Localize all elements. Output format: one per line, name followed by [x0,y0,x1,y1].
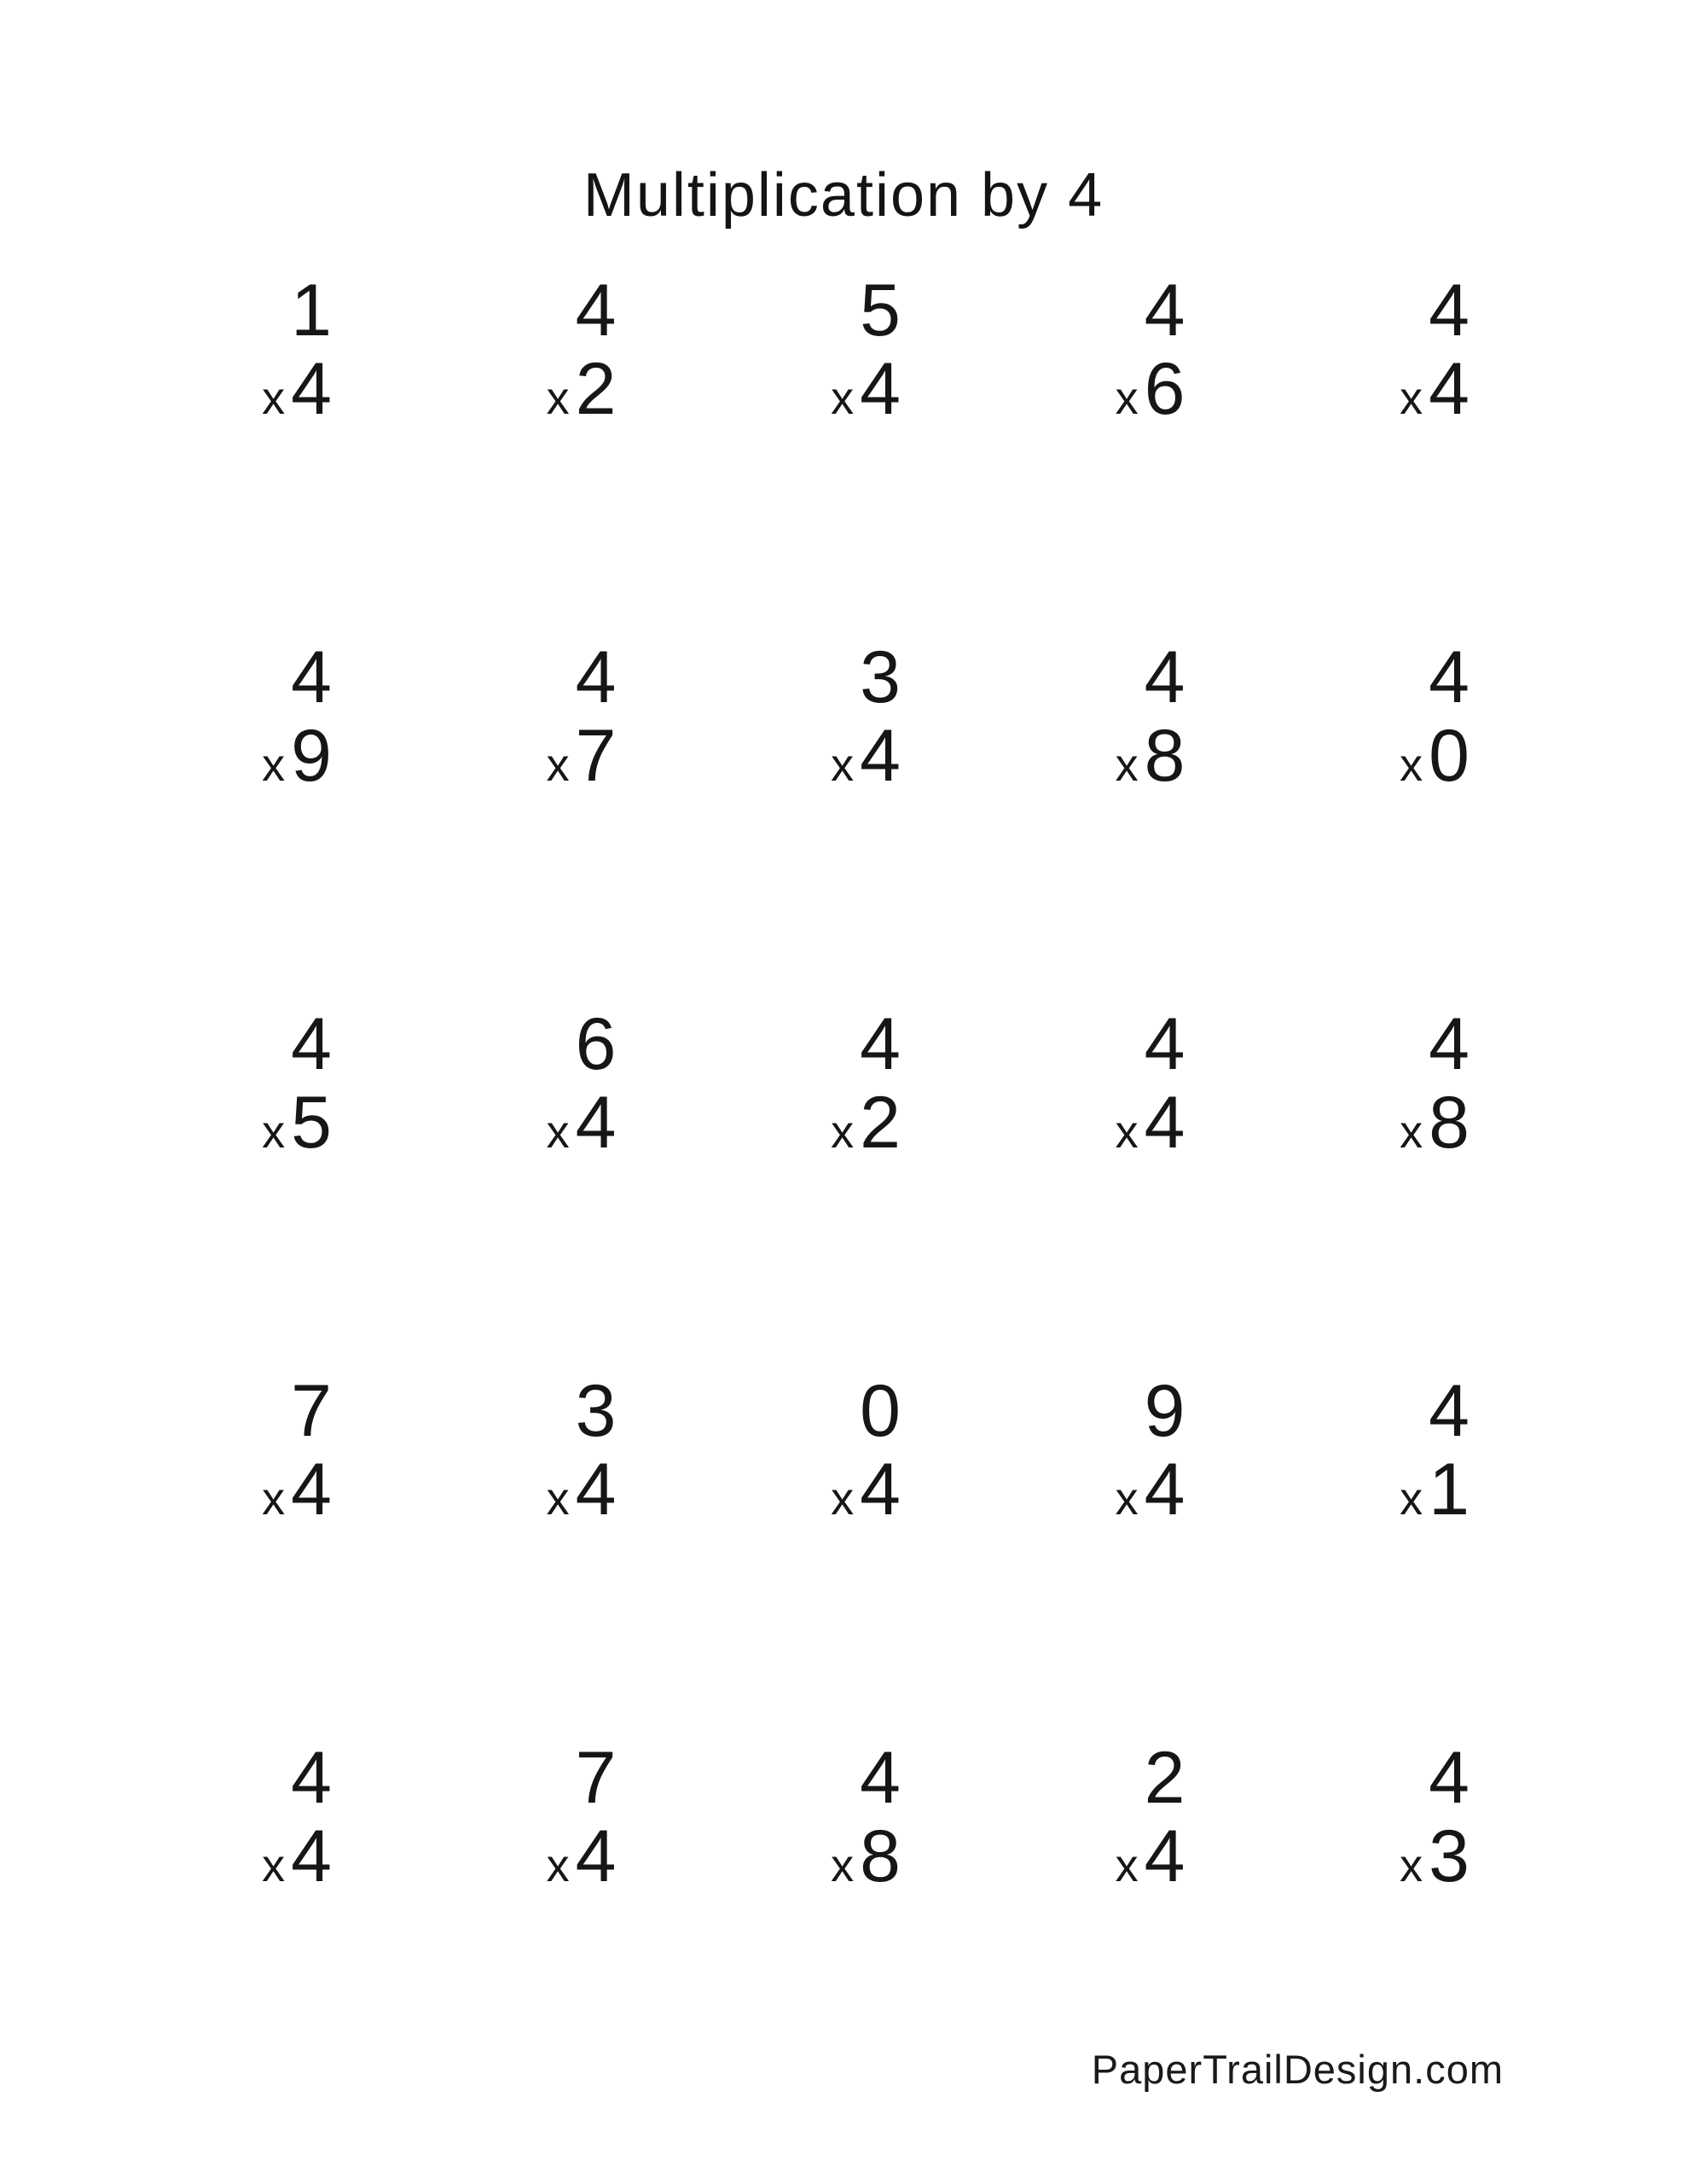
multiply-operator: x [1115,1840,1139,1891]
bottom-operand-row [217,1083,342,1171]
top-operand: 3 [860,636,901,718]
multiplication-problem [217,271,342,444]
bottom-operand: 6 [1144,348,1186,430]
problems-row [217,1739,1480,1912]
bottom-operand-row [217,1817,342,1905]
top-operand: 4 [1144,636,1186,718]
bottom-operand: 7 [575,715,617,797]
bottom-operand: 3 [1429,1815,1470,1897]
top-operand: 4 [1144,270,1186,351]
multiplication-problem [786,638,911,811]
multiplication-problem [1071,271,1196,444]
top-operand: 4 [1429,1737,1470,1819]
multiply-operator: x [546,373,570,424]
multiply-operator: x [1400,740,1423,791]
top-operand: 4 [575,270,617,351]
worksheet-title: Multiplication by 4 [583,161,1104,230]
top-operand: 5 [860,270,901,351]
multiplication-problem [786,271,911,444]
bottom-operand-row [1071,1817,1196,1905]
bottom-operand: 4 [1144,1082,1186,1164]
multiply-operator: x [1400,1473,1423,1525]
multiplication-problem [502,1739,627,1912]
top-operand: 4 [291,1737,332,1819]
multiplication-problem [502,1005,627,1178]
top-operand: 4 [860,1003,901,1085]
bottom-operand: 4 [860,1449,901,1531]
multiplication-problem [1355,638,1480,811]
bottom-operand: 4 [1144,1449,1186,1531]
multiplication-problem [1355,1005,1480,1178]
multiply-operator: x [1400,1107,1423,1158]
bottom-operand-row [1071,717,1196,804]
top-operand: 4 [1144,1003,1186,1085]
bottom-operand: 9 [291,715,332,797]
bottom-operand: 4 [291,348,332,430]
multiply-operator: x [546,1840,570,1891]
multiplication-problem [786,1739,911,1912]
bottom-operand-row [502,350,627,438]
bottom-operand-row [502,717,627,804]
bottom-operand-row [1355,1450,1480,1538]
multiplication-problem [1355,1372,1480,1545]
top-operand: 4 [1429,636,1470,718]
multiply-operator: x [831,373,855,424]
bottom-operand-row [786,1817,911,1905]
bottom-operand-row [786,1450,911,1538]
multiplication-problem [502,638,627,811]
bottom-operand: 8 [1429,1082,1470,1164]
top-operand: 7 [291,1370,332,1452]
multiplication-problem [217,1372,342,1545]
bottom-operand: 4 [860,715,901,797]
multiplication-problem [1355,271,1480,444]
multiply-operator: x [262,373,286,424]
multiply-operator: x [1115,1473,1139,1525]
top-operand: 3 [575,1370,617,1452]
bottom-operand-row [1355,1817,1480,1905]
problems-row [217,1005,1480,1178]
bottom-operand: 8 [1144,715,1186,797]
bottom-operand-row [1071,1450,1196,1538]
bottom-operand: 4 [860,348,901,430]
bottom-operand: 4 [1429,348,1470,430]
problems-row [217,1372,1480,1545]
bottom-operand-row [786,1083,911,1171]
multiplication-problem [786,1372,911,1545]
multiply-operator: x [262,740,286,791]
bottom-operand: 4 [575,1082,617,1164]
problems-grid [217,271,1480,2106]
top-operand: 4 [1429,270,1470,351]
multiplication-problem [1071,1005,1196,1178]
multiply-operator: x [831,1840,855,1891]
bottom-operand: 4 [575,1449,617,1531]
bottom-operand: 4 [291,1449,332,1531]
multiplication-problem [217,1005,342,1178]
multiply-operator: x [262,1473,286,1525]
multiply-operator: x [1400,1840,1423,1891]
multiply-operator: x [831,740,855,791]
top-operand: 6 [575,1003,617,1085]
bottom-operand-row [1355,717,1480,804]
multiply-operator: x [1115,373,1139,424]
top-operand: 1 [291,270,332,351]
top-operand: 2 [1144,1737,1186,1819]
multiplication-problem [502,271,627,444]
footer-site-credit: PaperTrailDesign.com [1091,2047,1504,2092]
bottom-operand: 4 [1144,1815,1186,1897]
bottom-operand: 4 [575,1815,617,1897]
top-operand: 4 [291,1003,332,1085]
multiply-operator: x [546,1107,570,1158]
bottom-operand-row [502,1083,627,1171]
bottom-operand-row [1355,350,1480,438]
bottom-operand-row [786,717,911,804]
multiply-operator: x [1115,740,1139,791]
multiply-operator: x [831,1473,855,1525]
bottom-operand: 4 [291,1815,332,1897]
bottom-operand-row [217,350,342,438]
multiplication-problem [1071,638,1196,811]
multiply-operator: x [1400,373,1423,424]
multiplication-problem [1071,1739,1196,1912]
multiply-operator: x [831,1107,855,1158]
multiplication-problem [1071,1372,1196,1545]
multiplication-problem [217,1739,342,1912]
multiplication-problem [217,638,342,811]
bottom-operand: 1 [1429,1449,1470,1531]
top-operand: 4 [1429,1370,1470,1452]
multiply-operator: x [546,1473,570,1525]
multiplication-problem [502,1372,627,1545]
bottom-operand-row [502,1450,627,1538]
bottom-operand: 0 [1429,715,1470,797]
problems-row [217,271,1480,444]
top-operand: 4 [291,636,332,718]
bottom-operand-row [1355,1083,1480,1171]
bottom-operand-row [1071,1083,1196,1171]
top-operand: 4 [575,636,617,718]
multiplication-problem [786,1005,911,1178]
multiply-operator: x [1115,1107,1139,1158]
top-operand: 4 [860,1737,901,1819]
bottom-operand-row [1071,350,1196,438]
top-operand: 7 [575,1737,617,1819]
bottom-operand: 8 [860,1815,901,1897]
bottom-operand-row [217,717,342,804]
bottom-operand-row [502,1817,627,1905]
multiply-operator: x [262,1107,286,1158]
bottom-operand: 2 [575,348,617,430]
multiply-operator: x [546,740,570,791]
top-operand: 0 [860,1370,901,1452]
multiply-operator: x [262,1840,286,1891]
bottom-operand: 5 [291,1082,332,1164]
bottom-operand: 2 [860,1082,901,1164]
multiplication-problem [1355,1739,1480,1912]
bottom-operand-row [217,1450,342,1538]
problems-row [217,638,1480,811]
top-operand: 9 [1144,1370,1186,1452]
top-operand: 4 [1429,1003,1470,1085]
bottom-operand-row [786,350,911,438]
